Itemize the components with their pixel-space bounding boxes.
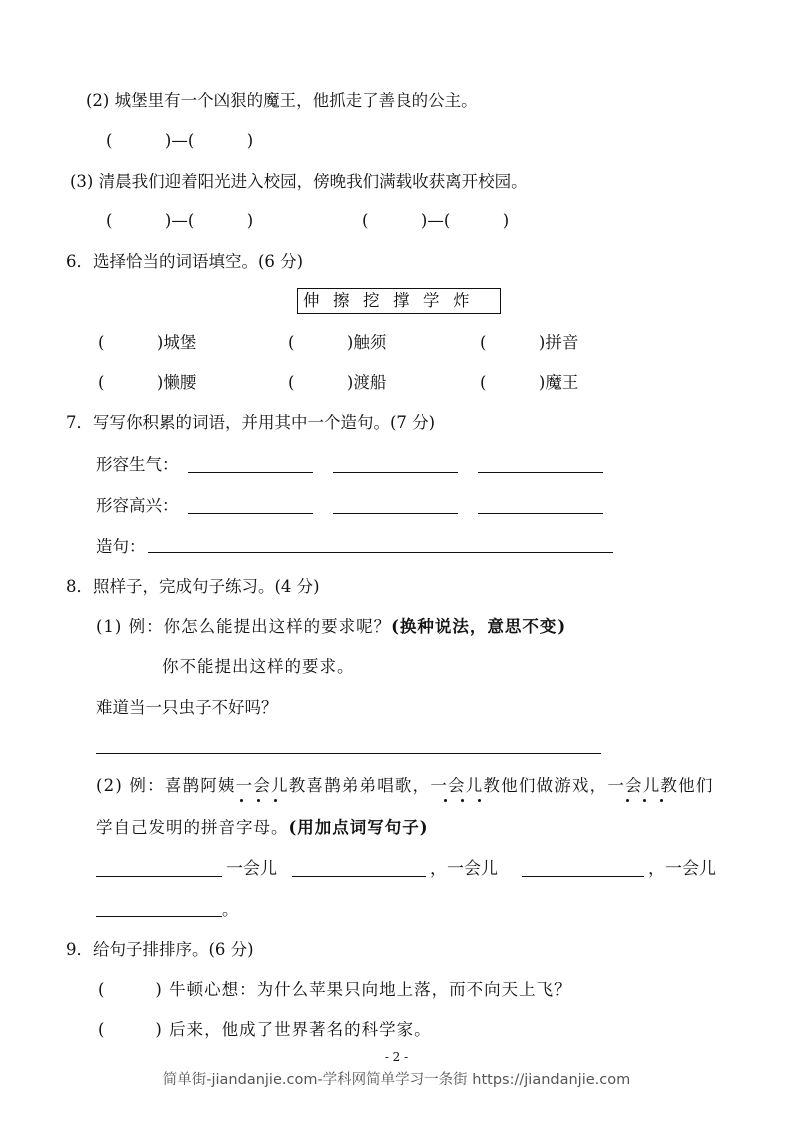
q8-ex2-blank-2[interactable]	[292, 876, 426, 877]
q8-ex2-prefix: (2) 例：	[96, 776, 165, 795]
q8-ex2-text-line1: 喜鹊阿姨一会儿教喜鹊弟弟唱歌，一会儿教他们做游戏，一会儿教他们	[164, 776, 714, 795]
q8-ex2-line2	[96, 816, 429, 840]
q7-happy-blank-1[interactable]	[188, 513, 313, 514]
q6-blank-6[interactable]: ( )魔王	[480, 373, 579, 392]
q8-ex1-prefix: (1) 例：	[96, 617, 164, 636]
q7-happy-blank-2[interactable]	[333, 513, 458, 514]
q6-blank-2[interactable]: ( )触须	[288, 333, 387, 352]
q7-label-happy: 形容高兴：	[96, 496, 179, 515]
q7-sentence-blank[interactable]	[148, 552, 613, 553]
q8-ex2-blank-1[interactable]	[96, 876, 222, 877]
q7-angry-blank-2[interactable]	[333, 472, 458, 473]
q9-item-1[interactable]: ( ) 牛顿心想：为什么苹果只向地上落，而不向天上飞？	[98, 980, 572, 999]
q8-ex2-hint: (用加点词写句子)	[288, 818, 429, 837]
emphasis-dot	[461, 799, 464, 802]
q8-fill-end: 。	[222, 900, 239, 919]
q7-angry-blank-3[interactable]	[478, 472, 603, 473]
q5-item3-answer-pair-2[interactable]: ( )—( )	[362, 211, 510, 230]
page-number: - 2 -	[384, 1050, 409, 1064]
q6-blank-3[interactable]: ( )拼音	[480, 333, 579, 352]
q6-blank-5[interactable]: ( )渡船	[288, 373, 387, 392]
q7-title: 7．写写你积累的词语，并用其中一个造句。(7 分)	[66, 413, 436, 432]
emphasis-dot	[274, 799, 277, 802]
emphasis-dot	[660, 799, 663, 802]
q6-word-box: 伸擦挖撑学炸	[297, 288, 501, 314]
q6-blank-4[interactable]: ( )懒腰	[98, 373, 197, 392]
q8-ex1-answer: 你不能提出这样的要求。	[162, 657, 355, 676]
q5-item2-answer-pair[interactable]: ( )—( )	[106, 131, 254, 150]
q8-fill-word-3: ，一会儿	[648, 859, 716, 879]
emphasis-dot	[478, 799, 481, 802]
q8-title: 8．照样子，完成句子练习。(4 分)	[66, 577, 320, 596]
q5-item2-text: (2) 城堡里有一个凶狠的魔王，他抓走了善良的公主。	[86, 91, 478, 110]
q8-example-2	[96, 774, 714, 798]
q8-ex2-blank-3[interactable]	[522, 876, 644, 877]
q9-title: 9．给句子排排序。(6 分)	[66, 940, 254, 959]
q9-item-2[interactable]: ( ) 后来，他成了世界著名的科学家。	[98, 1020, 432, 1039]
q7-angry-blank-1[interactable]	[188, 472, 313, 473]
q7-label-sentence: 造句：	[96, 537, 146, 556]
q8-ex1-hint: (换种说法，意思不变)	[391, 617, 567, 636]
q8-example-1	[96, 615, 566, 639]
q8-ex1-question: 难道当一只虫子不好吗？	[96, 698, 278, 717]
q5-item3-text: (3) 清晨我们迎着阳光进入校园，傍晚我们满载收获离开校园。	[70, 172, 528, 191]
q8-fill-word-2: ，一会儿	[430, 859, 498, 879]
emphasis-dot	[626, 799, 629, 802]
q6-blank-1[interactable]: ( )城堡	[98, 333, 197, 352]
q5-item3-answer-pair-1[interactable]: ( )—( )	[106, 211, 254, 230]
q8-fill-word-1: 一会儿	[226, 859, 277, 879]
q6-title: 6．选择恰当的词语填空。(6 分)	[66, 252, 304, 271]
emphasis-dot	[240, 799, 243, 802]
q7-label-angry: 形容生气：	[96, 455, 179, 474]
q7-happy-blank-3[interactable]	[478, 513, 603, 514]
footer-watermark-text: 简单街-jiandanjie.com-学科网简单学习一条街 https://jiandanjie.com	[162, 1072, 631, 1088]
emphasis-dot	[257, 799, 260, 802]
q8-ex2-text-line2: 学自己发明的拼音字母。	[96, 818, 289, 837]
q8-ex1-answer-blank[interactable]	[96, 753, 601, 754]
q8-ex1-text: 你怎么能提出这样的要求呢？	[163, 617, 392, 636]
emphasis-dot	[444, 799, 447, 802]
q8-ex2-blank-4[interactable]	[96, 916, 222, 917]
emphasis-dot	[643, 799, 646, 802]
